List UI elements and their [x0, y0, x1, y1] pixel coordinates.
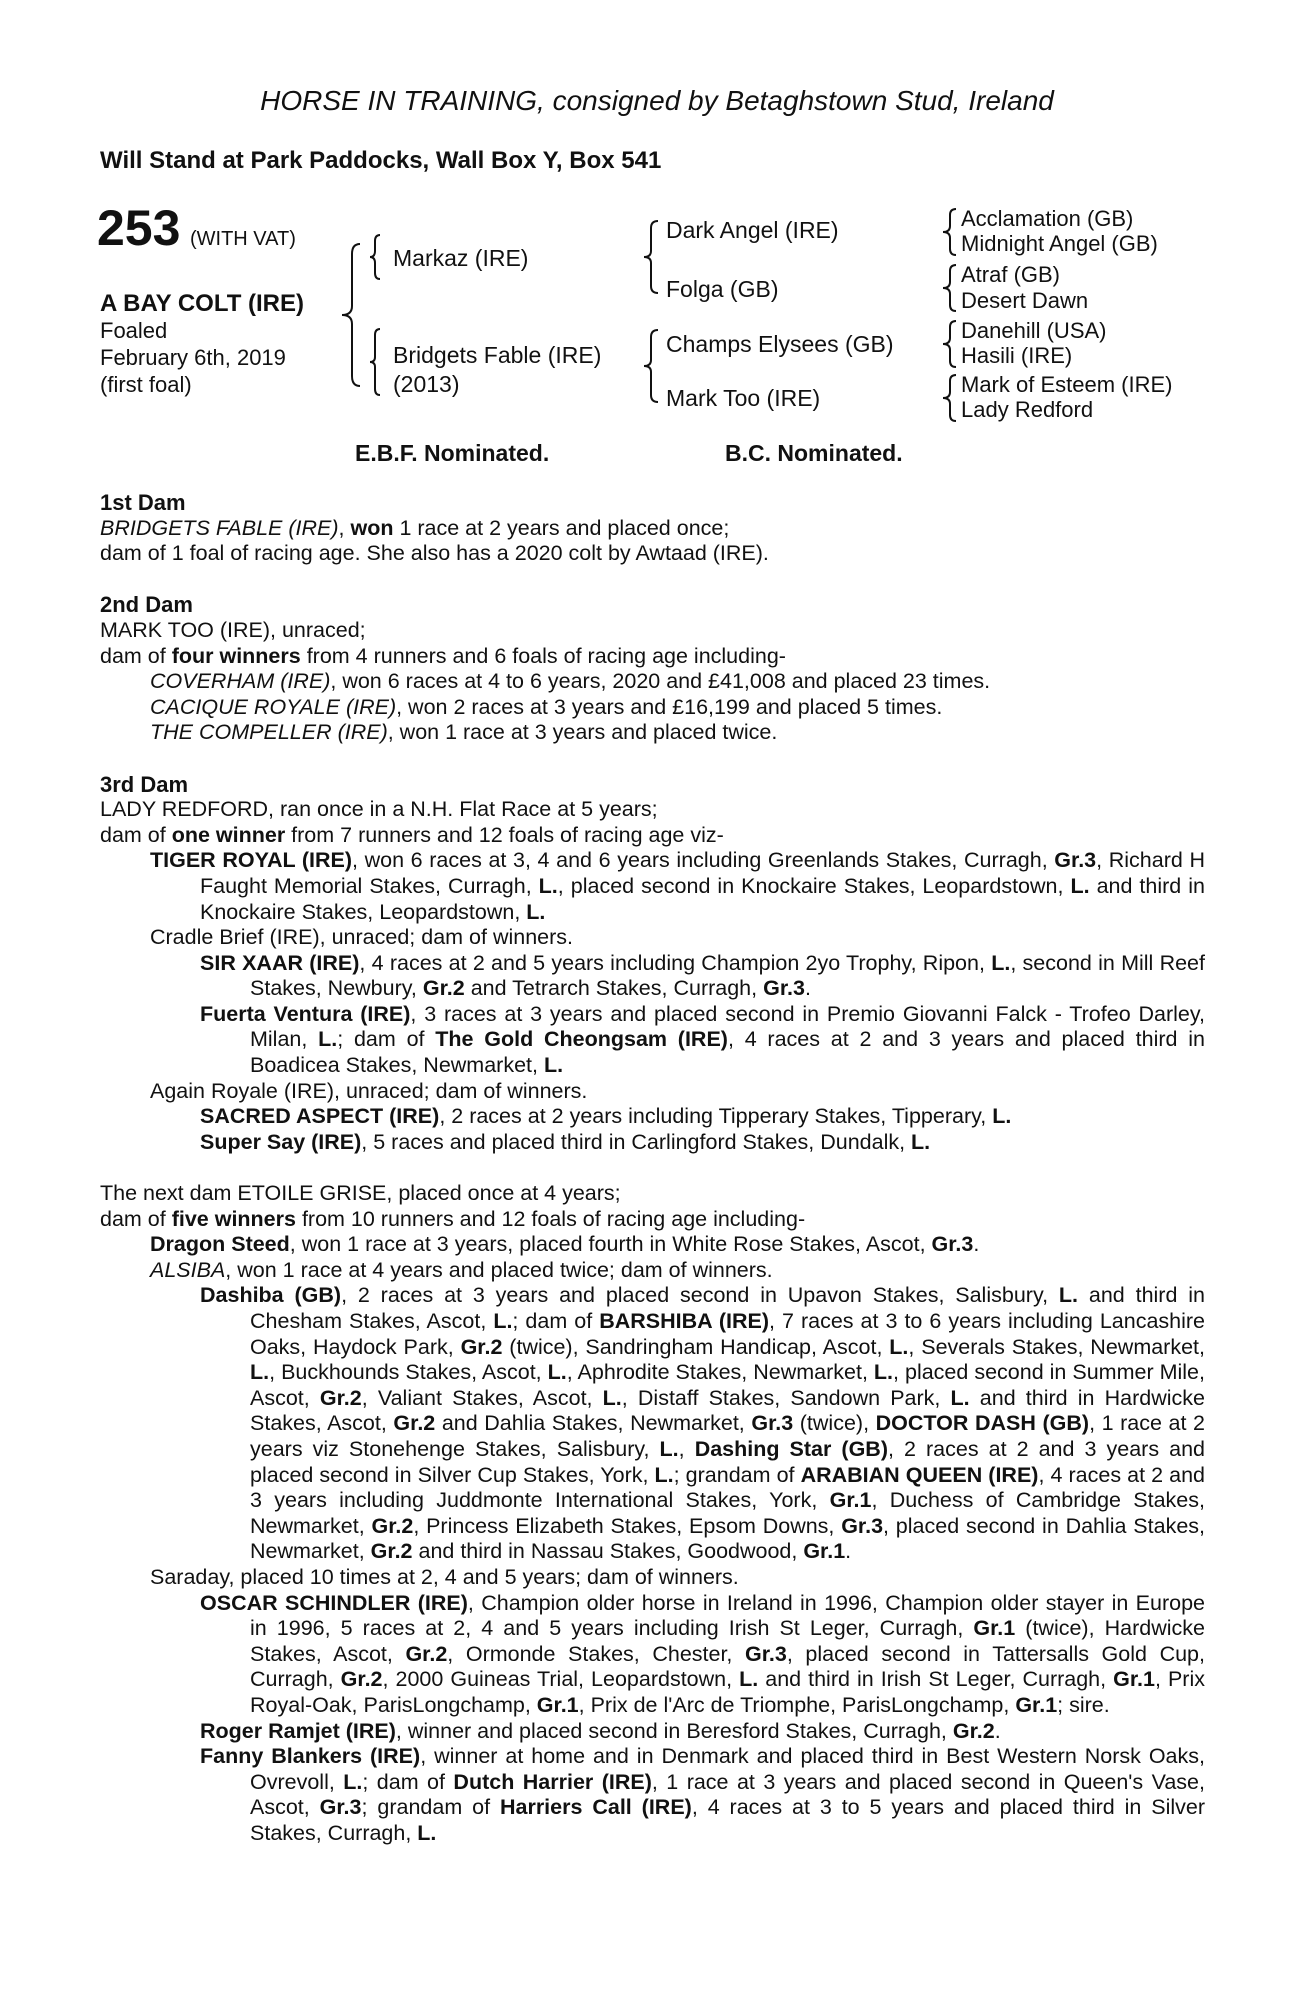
- lot-description: A BAY COLT (IRE): [100, 290, 305, 317]
- second-dam-line1: MARK TOO (IRE), unraced;: [100, 617, 366, 642]
- produce-coverham-text: , won 6 races at 4 to 6 years, 2020 and £41,008 and placed 23 times.: [330, 669, 991, 694]
- third-dam-heading: 3rd Dam: [100, 771, 189, 797]
- pedigree-g3-8: Lady Redford: [961, 397, 1094, 422]
- produce-fuerta-ventura: Fuerta Ventura (IRE), 3 races at 3 years and placed second in Premio Giovanni Falck - Trofeo Darley, Milan, L.; dam of The Gold Cheongsam (IRE), 4 races at 2 and 3 years and placed third in Boadicea Stakes, Newmarket, L.: [200, 1001, 1205, 1078]
- second-dam-pre: dam of: [100, 643, 172, 668]
- pedigree-sire: Markaz (IRE): [393, 245, 529, 271]
- first-dam-rest: 1 race at 2 years and placed once;: [393, 515, 730, 540]
- second-dam-post: from 4 runners and 6 foals of racing age including-: [300, 643, 786, 668]
- produce-oscar-schindler: OSCAR SCHINDLER (IRE), Champion older horse in Ireland in 1996, Champion older stayer in Europe in 1996, 5 races at 2, 4 and 5 years including Irish St Leger, Curragh, Gr.1 (twice), Hardwicke Stakes, Ascot, Gr.2, Ormonde Stakes, Chester, Gr.3, placed second in Tattersalls Gold Cup, Curragh, Gr.2, 2000 Guineas Trial, Leopardstown, L. and third in Irish St Leger, Curragh, Gr.1, Prix Royal-Oak, ParisLongchamp, Gr.1, Prix de l'Arc de Triomphe, ParisLongchamp, Gr.1; sire.: [200, 1590, 1206, 1717]
- pedigree-brace-dam-line: [640, 327, 664, 405]
- pedigree-brace-g3-2: [940, 262, 960, 314]
- first-dam-line1: BRIDGETS FABLE (IRE), won 1 race at 2 years and placed once;: [100, 515, 730, 540]
- third-dam-winners: one winner: [171, 822, 286, 847]
- pedigree-dam: Bridgets Fable (IRE): [393, 342, 602, 368]
- produce-coverham: [100, 669, 1205, 695]
- second-dam-heading: 2nd Dam: [100, 592, 193, 618]
- foal-note: (first foal): [100, 372, 192, 397]
- produce-cacique-text: , won 2 races at 3 years and £16,199 and placed 5 times.: [396, 694, 943, 719]
- first-dam-heading: 1st Dam: [100, 490, 186, 515]
- vat-note: (WITH VAT): [190, 228, 296, 250]
- first-dam-name: BRIDGETS FABLE (IRE): [100, 515, 339, 540]
- ebf-nomination: E.B.F. Nominated.: [355, 440, 550, 466]
- catalogue-body: [100, 490, 1205, 1846]
- third-dam-line1: LADY REDFORD, ran once in a N.H. Flat Race at 5 years;: [100, 797, 658, 822]
- second-dam-line2: [100, 644, 1205, 670]
- foaled-date: February 6th, 2019: [100, 345, 286, 370]
- pedigree-sire-dam: Folga (GB): [666, 276, 779, 302]
- pedigree-sire-sire: Dark Angel (IRE): [666, 217, 839, 243]
- next-dam-pre: dam of: [100, 1206, 172, 1231]
- first-dam-won: won: [350, 515, 394, 540]
- pedigree-g3-1: Acclamation (GB): [961, 206, 1134, 231]
- pedigree-g3-3: Atraf (GB): [961, 262, 1061, 287]
- stand-location: Will Stand at Park Paddocks, Wall Box Y, Box 541: [100, 147, 662, 174]
- produce-super-say: Super Say (IRE), 5 races and placed third in Carlingford Stakes, Dundalk, L.: [200, 1129, 931, 1154]
- second-dam-winners: four winners: [171, 643, 301, 668]
- produce-coverham-name: COVERHAM (IRE): [150, 669, 331, 694]
- pedigree-g3-7: Mark of Esteem (IRE): [961, 372, 1173, 397]
- lot-number: 253: [97, 200, 181, 256]
- produce-cradle-brief: Cradle Brief (IRE), unraced; dam of winners.: [150, 925, 573, 950]
- pedigree-g3-4: Desert Dawn: [961, 288, 1089, 313]
- pedigree-dam-sire: Champs Elysees (GB): [666, 331, 894, 357]
- produce-alsiba: ALSIBA, won 1 race at 4 years and placed twice; dam of winners.: [150, 1257, 773, 1282]
- produce-fanny-blankers: Fanny Blankers (IRE), winner at home and in Denmark and placed third in Best Western Norsk Oaks, Ovrevoll, L.; dam of Dutch Harrier (IRE), 1 race at 3 years and placed second in Queen's Vase, Ascot, Gr.3; grandam of Harriers Call (IRE), 4 races at 3 to 5 years and placed third in Silver Stakes, Curragh, L.: [200, 1744, 1206, 1845]
- produce-dashiba: Dashiba (GB), 2 races at 3 years and placed second in Upavon Stakes, Salisbury, L. and third in Chesham Stakes, Ascot, L.; dam of BARSHIBA (IRE), 7 races at 3 to 6 years including Lancashire Oaks, Haydock Park, Gr.2 (twice), Sandringham Handicap, Ascot, L., Severals Stakes, Newmarket, L., Buckhounds Stakes, Ascot, L., Aphrodite Stakes, Newmarket, L., placed second in Summer Mile, Ascot, Gr.2, Valiant Stakes, Ascot, L., Distaff Stakes, Sandown Park, L. and third in Hardwicke Stakes, Ascot, Gr.2 and Dahlia Stakes, Newmarket, Gr.3 (twice), DOCTOR DASH (GB), 1 race at 2 years viz Stonehenge Stakes, Salisbury, L., Dashing Star (GB), 2 races at 2 and 3 years and placed second in Silver Cup Stakes, York, L.; grandam of ARABIAN QUEEN (IRE), 4 races at 2 and 3 years including Juddmonte International Stakes, York, Gr.1, Duchess of Cambridge Stakes, Newmarket, Gr.2, Princess Elizabeth Stakes, Epsom Downs, Gr.3, placed second in Dahlia Stakes, Newmarket, Gr.2 and third in Nassau Stakes, Goodwood, Gr.1.: [200, 1283, 1206, 1564]
- next-dam-winners: five winners: [171, 1206, 296, 1231]
- produce-tiger-royal: TIGER ROYAL (IRE), won 6 races at 3, 4 and 6 years including Greenlands Stakes, Curragh, Gr.3, Richard H Faught Memorial Stakes, Curragh, L., placed second in Knockaire Stakes, Leopardstown, L. and third in Knockaire Stakes, Leopardstown, L.: [150, 848, 1205, 924]
- first-dam-line2: dam of 1 foal of racing age. She also has a 2020 colt by Awtaad (IRE).: [100, 541, 769, 566]
- page-title: HORSE IN TRAINING, consigned by Betaghstown Stud, Ireland: [260, 85, 1054, 116]
- bc-nomination: B.C. Nominated.: [725, 440, 903, 466]
- next-dam-line1: The next dam ETOILE GRISE, placed once at 4 years;: [100, 1181, 621, 1206]
- foaled-label: Foaled: [100, 318, 168, 343]
- produce-cacique: [100, 695, 1205, 721]
- pedigree-brace-g3-3: [940, 318, 960, 370]
- produce-sir-xaar: SIR XAAR (IRE), 4 races at 2 and 5 years including Champion 2yo Trophy, Ripon, L., second in Mill Reef Stakes, Newbury, Gr.2 and Tetrarch Stakes, Curragh, Gr.3.: [200, 950, 1205, 1001]
- produce-compeller-text: , won 1 race at 3 years and placed twice.: [387, 720, 778, 745]
- third-dam-pre: dam of: [100, 822, 172, 847]
- next-dam-post: from 10 runners and 12 foals of racing age including-: [295, 1206, 806, 1231]
- produce-compeller: [100, 720, 1205, 746]
- pedigree-dam-dam: Mark Too (IRE): [666, 385, 821, 411]
- produce-sacred-aspect: SACRED ASPECT (IRE), 2 races at 2 years including Tipperary Stakes, Tipperary, L.: [200, 1104, 1012, 1129]
- pedigree-brace-g3-1: [940, 206, 960, 258]
- pedigree-g3-5: Danehill (USA): [961, 318, 1107, 343]
- pedigree-brace-sire: [366, 233, 386, 281]
- pedigree-brace-main: [330, 240, 370, 390]
- produce-compeller-name: THE COMPELLER (IRE): [150, 720, 388, 745]
- produce-cacique-name: CACIQUE ROYALE (IRE): [150, 694, 397, 719]
- pedigree-g3-2: Midnight Angel (GB): [961, 231, 1158, 256]
- pedigree-brace-dam: [366, 327, 386, 397]
- produce-saraday: Saraday, placed 10 times at 2, 4 and 5 years; dam of winners.: [150, 1564, 739, 1589]
- pedigree-brace-sire-line: [640, 218, 664, 296]
- produce-roger-ramjet: Roger Ramjet (IRE), winner and placed second in Beresford Stakes, Curragh, Gr.2.: [200, 1718, 1001, 1743]
- pedigree-dam-year: (2013): [393, 371, 460, 397]
- third-dam-post: from 7 runners and 12 foals of racing age viz-: [285, 822, 724, 847]
- pedigree-brace-g3-4: [940, 372, 960, 424]
- pedigree-g3-6: Hasili (IRE): [961, 343, 1073, 368]
- next-dam-line2: [100, 1207, 1205, 1233]
- produce-again-royale: Again Royale (IRE), unraced; dam of winners.: [150, 1078, 588, 1103]
- produce-dragon-steed: Dragon Steed, won 1 race at 3 years, placed fourth in White Rose Stakes, Ascot, Gr.3.: [150, 1232, 980, 1257]
- third-dam-line2: [100, 823, 1205, 849]
